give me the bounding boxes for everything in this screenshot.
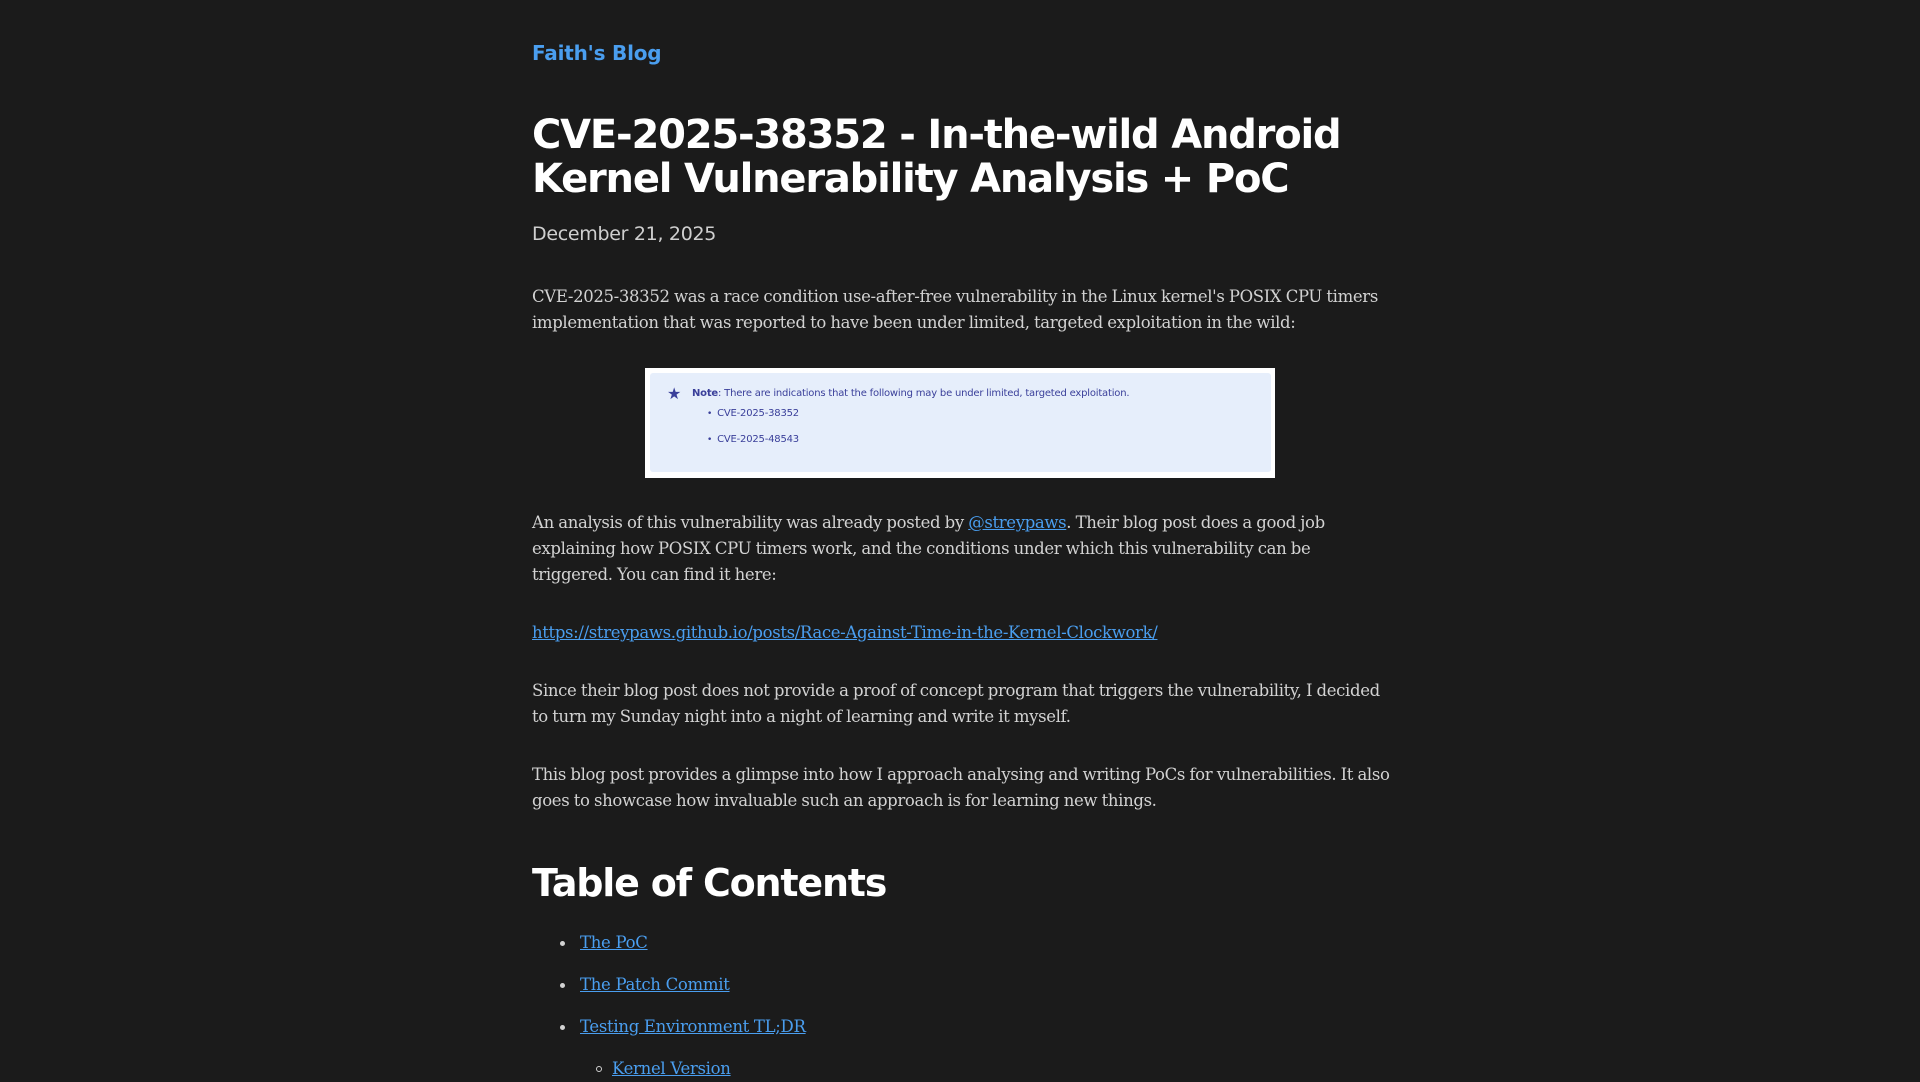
toc-link-kernel-version[interactable]: Kernel Version [612,1059,731,1078]
analysis-text-before: An analysis of this vulnerability was already posted by [532,513,969,532]
note-callout [650,373,1271,472]
toc-link-testing-environment[interactable]: Testing Environment TL;DR [580,1017,806,1036]
toc-heading: Table of Contents [532,861,887,905]
post-title: CVE-2025-38352 - In-the-wild Android Kernel Vulnerability Analysis + PoC [532,112,1341,202]
purpose-paragraph: This blog post provides a glimpse into how I approach analysing and writing PoCs for vulnerabilities. It also goes to showcase how invaluable such an approach is for learning new things. [532,765,1390,810]
note-text [692,388,1129,399]
table-of-contents [532,930,806,1078]
analysis-paragraph [532,510,1390,588]
intro-paragraph: CVE-2025-38352 was a race condition use-after-free vulnerability in the Linux kernel's POSIX CPU timers implementation that was reported to have been under limited, targeted exploitation in the wild: [532,287,1378,332]
streypaws-post-url-link[interactable]: https://streypaws.github.io/posts/Race-Against-Time-in-the-Kernel-Clockwork/ [532,623,1158,642]
toc-link-the-patch-commit[interactable]: The Patch Commit [580,975,730,994]
note-screenshot-image [645,368,1275,478]
toc-item [580,930,806,972]
toc-item [580,972,806,1014]
note-cve-item: • CVE-2025-38352 [707,407,799,433]
toc-sublist [580,1056,731,1082]
analysis-text-after: . Their blog post does a good job explaining how POSIX CPU timers work, and the conditions under which this vulnerability can be triggered. You can find it here: [532,513,1325,584]
post-date: December 21, 2025 [532,223,717,245]
url-paragraph [532,620,1390,646]
note-cve-item: • CVE-2025-48543 [707,433,799,459]
note-body: : There are indications that the following may be under limited, targeted exploitation. [718,388,1130,399]
motivation-paragraph: Since their blog post does not provide a proof of concept program that triggers the vulnerability, I decided to turn my Sunday night into a night of learning and write it myself. [532,681,1380,726]
note-label: Note [692,388,719,399]
toc-link-the-poc[interactable]: The PoC [580,933,648,952]
site-title-link[interactable]: Faith's Blog [532,41,662,65]
star-icon: ★ [667,384,682,403]
streypaws-link[interactable]: @streypaws [968,513,1067,532]
note-cve-list [707,407,799,459]
toc-subitem [612,1056,731,1082]
toc-item [580,1014,806,1078]
